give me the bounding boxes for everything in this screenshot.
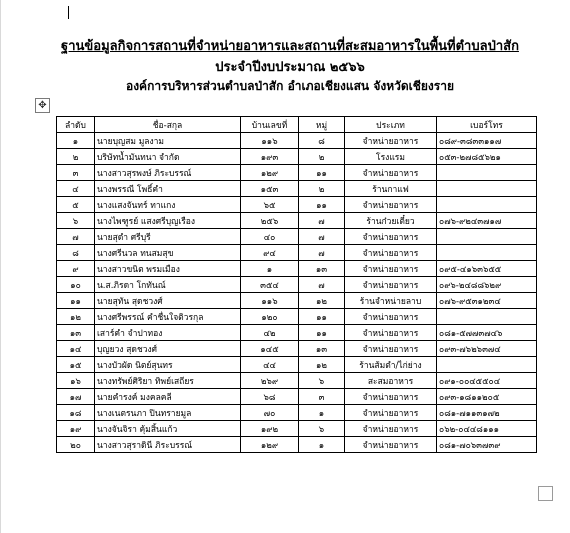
cell-phone: ๐๗๖-๙๒๔๓๗๑๗ xyxy=(437,213,537,229)
cell-order: ๑๑ xyxy=(57,293,95,309)
cell-type: จำหน่ายอาหาร xyxy=(345,245,437,261)
organization-subtitle: องค์การบริหารส่วนตำบลป่าสัก อำเภอเชียงแสน จังหวัดเชียงราย xyxy=(125,79,454,93)
cell-name: นางไพฑูรย์ แสงศรีบุญเรือง xyxy=(95,213,241,229)
cell-name: นางบัวผัด นิตย์สุนทร xyxy=(95,357,241,373)
cell-phone xyxy=(437,165,537,181)
cell-order: ๒ xyxy=(57,149,95,165)
cell-village: ๑๑ xyxy=(299,309,345,325)
cell-phone: ๐๙๖-๒๔๘๘๖๒๙ xyxy=(437,277,537,293)
cell-order: ๑๗ xyxy=(57,389,95,405)
cell-name: บริษัทน้ำมันทนา จำกัด xyxy=(95,149,241,165)
cell-name: นางจันจิรา คุ้มสิ้นแก้ว xyxy=(95,421,241,437)
cell-village: ๗ xyxy=(299,229,345,245)
cell-phone: ๐๖๒-๐๔๔๘๑๑๑ xyxy=(437,421,537,437)
header-phone: เบอร์โทร xyxy=(437,117,537,133)
cell-house-number: ๑๑๖ xyxy=(241,293,299,309)
cell-type: จำหน่ายอาหาร xyxy=(345,325,437,341)
cell-village: ๑๑ xyxy=(299,165,345,181)
cell-house-number: ๖๕ xyxy=(241,197,299,213)
cell-phone: ๐๘๑-๗๐๖๓๗๓๙ xyxy=(437,437,537,453)
cell-village: ๑๒ xyxy=(299,357,345,373)
cell-name: นางสาวขนิต พรมเมือง xyxy=(95,261,241,277)
cell-house-number: ๑๒๐ xyxy=(241,309,299,325)
cell-type: จำหน่ายอาหาร xyxy=(345,197,437,213)
cell-type: ร้านกาแฟ xyxy=(345,181,437,197)
cell-phone xyxy=(437,197,537,213)
cell-name: นางศรีพรรณ์ คำชื่นใจติวรกุล xyxy=(95,309,241,325)
cell-type: จำหน่ายอาหาร xyxy=(345,133,437,149)
cell-phone: ๐๙๓-๗๖๒๖๓๗๔ xyxy=(437,341,537,357)
table-row xyxy=(57,165,537,181)
cell-village: ๑๒ xyxy=(299,293,345,309)
cell-phone: ๐๘๙-๓๘๓๓๑๑๗ xyxy=(437,133,537,149)
cell-house-number: ๔๐ xyxy=(241,229,299,245)
cell-type: จำหน่ายอาหาร xyxy=(345,229,437,245)
cell-name: นายสุทัน สุดชวงศ์ xyxy=(95,293,241,309)
cell-name: นายบุญสม มูลงาม xyxy=(95,133,241,149)
page-left-edge xyxy=(0,0,1,533)
cell-order: ๙ xyxy=(57,261,95,277)
cell-order: ๑๕ xyxy=(57,357,95,373)
cell-village: ๗ xyxy=(299,213,345,229)
cell-order: ๑๐ xyxy=(57,277,95,293)
cell-house-number: ๒๕๖ xyxy=(241,213,299,229)
cell-order: ๑๘ xyxy=(57,405,95,421)
header-name: ชื่อ-สกุล xyxy=(95,117,241,133)
cell-order: ๗ xyxy=(57,229,95,245)
table-row xyxy=(57,149,537,165)
cell-house-number: ๑ xyxy=(241,261,299,277)
cell-house-number: ๑๙๓ xyxy=(241,149,299,165)
table-row xyxy=(57,389,537,405)
cell-order: ๕ xyxy=(57,197,95,213)
cell-house-number: ๔๒ xyxy=(241,325,299,341)
text-cursor xyxy=(68,6,69,19)
cell-type: จำหน่ายอาหาร xyxy=(345,309,437,325)
cell-type: สะสมอาหาร xyxy=(345,373,437,389)
cell-phone: ๐๕๓-๒๗๘๕๖๒๑ xyxy=(437,149,537,165)
cell-order: ๑๙ xyxy=(57,421,95,437)
cell-type: จำหน่ายอาหาร xyxy=(345,421,437,437)
cell-phone: ๐๘๑-๕๗๗๓๗๔๖ xyxy=(437,325,537,341)
cell-village: ๑ xyxy=(299,405,345,421)
cell-house-number: ๑๔๕ xyxy=(241,341,299,357)
cell-order: ๑ xyxy=(57,133,95,149)
cell-house-number: ๒๖๙ xyxy=(241,373,299,389)
table-row xyxy=(57,437,537,453)
cell-house-number: ๑๙๒ xyxy=(241,421,299,437)
cell-name: นางสาวสุราดินี ภิระบรรณ์ xyxy=(95,437,241,453)
cell-type: จำหน่ายอาหาร xyxy=(345,261,437,277)
cell-house-number: ๑๒๙ xyxy=(241,165,299,181)
cell-phone xyxy=(437,181,537,197)
cell-phone xyxy=(437,309,537,325)
cell-name: นางทรัพย์ศิริยา ทิพย์เสถียร xyxy=(95,373,241,389)
cell-village: ๖ xyxy=(299,373,345,389)
business-table xyxy=(56,116,537,453)
table-row xyxy=(57,277,537,293)
table-row xyxy=(57,261,537,277)
cell-order: ๒๐ xyxy=(57,437,95,453)
cell-type: จำหน่ายอาหาร xyxy=(345,165,437,181)
cell-order: ๑๔ xyxy=(57,341,95,357)
cell-order: ๖ xyxy=(57,213,95,229)
table-row xyxy=(57,229,537,245)
header-house-number: บ้านเลขที่ xyxy=(241,117,299,133)
cell-order: ๑๓ xyxy=(57,325,95,341)
cell-village: ๗ xyxy=(299,245,345,261)
cell-house-number: ๑๕๓ xyxy=(241,181,299,197)
cell-order: ๑๖ xyxy=(57,373,95,389)
header-village: หมู่ xyxy=(299,117,345,133)
resize-square-icon[interactable] xyxy=(538,486,553,501)
cell-village: ๘ xyxy=(299,133,345,149)
table-row xyxy=(57,421,537,437)
cell-type: ร้านส้มตำ/ไก่ย่าง xyxy=(345,357,437,373)
table-row xyxy=(57,325,537,341)
table-row xyxy=(57,213,537,229)
move-arrows-icon[interactable]: ✥ xyxy=(35,98,50,113)
cell-order: ๑๒ xyxy=(57,309,95,325)
cell-type: จำหน่ายอาหาร xyxy=(345,405,437,421)
cell-house-number: ๓๕๔ xyxy=(241,277,299,293)
cell-order: ๔ xyxy=(57,181,95,197)
table-row xyxy=(57,341,537,357)
cell-type: จำหน่ายอาหาร xyxy=(345,277,437,293)
cell-phone xyxy=(437,357,537,373)
fiscal-year-subtitle: ประจำปีงบประมาณ ๒๕๖๖ xyxy=(215,60,365,75)
cell-order: ๘ xyxy=(57,245,95,261)
cell-house-number: ๖๘ xyxy=(241,389,299,405)
cell-house-number: ๔๔ xyxy=(241,357,299,373)
document-title: ฐานข้อมูลกิจการสถานที่จำหน่ายอาหารและสถานที่สะสมอาหารในพื้นที่ตำบลป่าสัก xyxy=(61,39,519,54)
cell-name: น.ส.ภิรดา โกทันณ์ xyxy=(95,277,241,293)
table-row xyxy=(57,405,537,421)
cell-phone: ๐๙๕-๔๑๖๓๖๕๕ xyxy=(437,261,537,277)
cell-name: นางพรรณี โพธิ์คำ xyxy=(95,181,241,197)
header-order: ลำดับ xyxy=(57,117,95,133)
cell-name: นางสาวสุรพงษ์ ภิระบรรณ์ xyxy=(95,165,241,181)
cell-house-number: ๗๐ xyxy=(241,405,299,421)
cell-type: ร้านจำหน่ายลาบ xyxy=(345,293,437,309)
cell-name: นางเนตรนภา ปินทรายมูล xyxy=(95,405,241,421)
cell-village: ๑๓ xyxy=(299,341,345,357)
table-row xyxy=(57,245,537,261)
cell-type: โรงแรม xyxy=(345,149,437,165)
cell-type: จำหน่ายอาหาร xyxy=(345,437,437,453)
table-row xyxy=(57,357,537,373)
cell-house-number: ๑๒๙ xyxy=(241,437,299,453)
cell-village: ๓ xyxy=(299,389,345,405)
cell-name: บุญยวง สุดชวงศ์ xyxy=(95,341,241,357)
table-row xyxy=(57,373,537,389)
cell-village: ๖ xyxy=(299,421,345,437)
cell-house-number: ๑๑๖ xyxy=(241,133,299,149)
cell-village: ๑๑ xyxy=(299,197,345,213)
cell-name: นายคำรงค์ มงคลคลี xyxy=(95,389,241,405)
cell-phone xyxy=(437,229,537,245)
cell-phone: ๐๘๑-๗๑๑๓๑๗๒ xyxy=(437,405,537,421)
cell-type: จำหน่ายอาหาร xyxy=(345,389,437,405)
cell-type: จำหน่ายอาหาร xyxy=(345,341,437,357)
table-row xyxy=(57,181,537,197)
cell-village: ๑๓ xyxy=(299,261,345,277)
cell-order: ๓ xyxy=(57,165,95,181)
cell-village: ๑ xyxy=(299,437,345,453)
cell-phone: ๐๙๑-๐๐๔๕๕๐๔ xyxy=(437,373,537,389)
cell-phone: ๐๙๓-๑๘๑๑๒๐๕ xyxy=(437,389,537,405)
cell-name: นางศรีนวล ทนสมสุข xyxy=(95,245,241,261)
header-type: ประเภท xyxy=(345,117,437,133)
table-row xyxy=(57,309,537,325)
cell-name: นางแสงจันทร์ ทาแกง xyxy=(95,197,241,213)
cell-type: ร้านก๋วยเตี๋ยว xyxy=(345,213,437,229)
cell-name: เสาร์คำ จำปาทอง xyxy=(95,325,241,341)
cell-village: ๒ xyxy=(299,149,345,165)
cell-phone: ๐๗๖-๙๕๓๑๒๓๔ xyxy=(437,293,537,309)
cell-village: ๒ xyxy=(299,181,345,197)
table-row xyxy=(57,197,537,213)
cell-house-number: ๙๔ xyxy=(241,245,299,261)
cell-village: ๗ xyxy=(299,277,345,293)
cell-village: ๑๑ xyxy=(299,325,345,341)
cell-phone xyxy=(437,245,537,261)
table-row xyxy=(57,133,537,149)
table-header-row xyxy=(57,117,537,133)
cell-name: นายสุดำ ศรีบุรี xyxy=(95,229,241,245)
table-row xyxy=(57,293,537,309)
